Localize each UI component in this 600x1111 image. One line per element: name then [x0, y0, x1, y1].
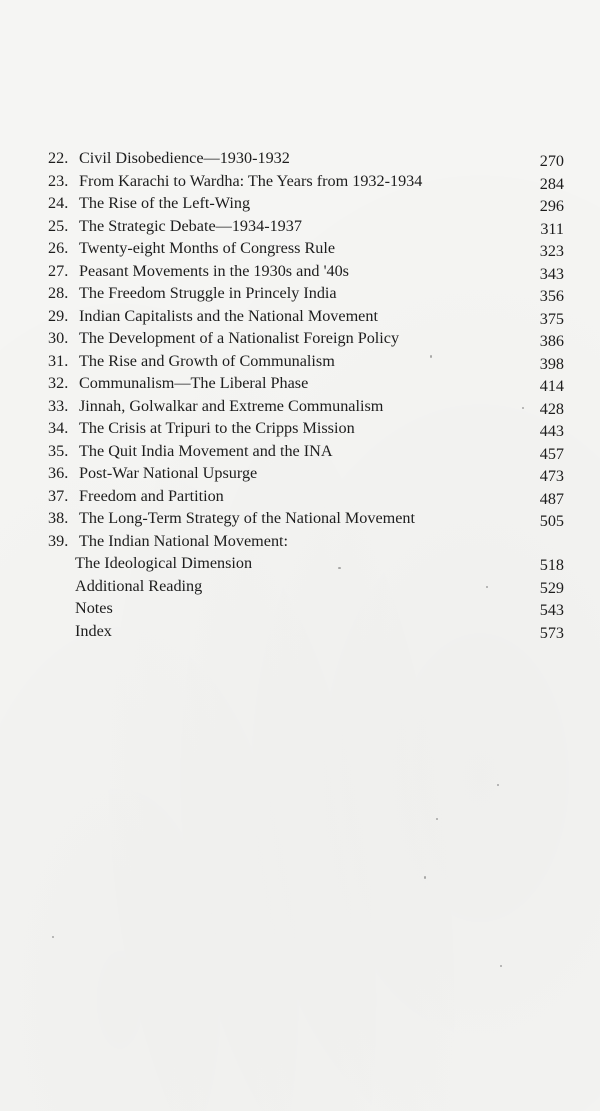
toc-entry — [48, 170, 564, 193]
chapter-title: The Quit India Movement and the INA — [79, 441, 333, 460]
chapter-number: 35. — [48, 441, 69, 460]
toc-entry — [48, 372, 564, 395]
toc-sub-entry — [48, 597, 564, 620]
toc-entry — [48, 282, 564, 305]
chapter-title: From Karachi to Wardha: The Years from 1932-1934 — [79, 171, 423, 190]
toc-entry — [48, 260, 564, 283]
chapter-number: 29. — [48, 306, 69, 325]
chapter-title: Freedom and Partition — [79, 486, 224, 505]
chapter-title: The Rise and Growth of Communalism — [79, 351, 335, 370]
toc-entry — [48, 530, 564, 553]
chapter-number: 22. — [48, 149, 69, 167]
chapter-title: The Rise of the Left-Wing — [79, 194, 251, 212]
chapter-title: Communalism—The Liberal Phase — [79, 374, 309, 392]
paper-speck — [424, 876, 426, 879]
paper-speck — [486, 586, 488, 588]
chapter-number: 23. — [48, 171, 69, 190]
page-number: 270 — [539, 152, 564, 170]
chapter-title: The Indian National Movement: — [79, 531, 289, 550]
table-of-contents — [48, 147, 564, 642]
chapter-number: 27. — [48, 261, 69, 280]
chapter-number: 33. — [48, 396, 69, 415]
paper-speck — [522, 407, 524, 409]
chapter-title: The Strategic Debate—1934-1937 — [79, 216, 302, 235]
toc-entry — [48, 507, 564, 530]
page-number: 356 — [539, 287, 564, 305]
page-number: 311 — [540, 219, 564, 238]
chapter-number: 34. — [48, 419, 69, 437]
page-number: 487 — [539, 489, 564, 508]
page-number: 398 — [539, 354, 564, 373]
paper-speck — [497, 784, 499, 786]
toc-entry — [48, 462, 564, 485]
page-number: 573 — [539, 623, 564, 642]
chapter-title: The Long-Term Strategy of the National Movement — [79, 509, 416, 527]
toc-entry — [48, 395, 564, 418]
toc-entry — [48, 485, 564, 508]
chapter-title: Indian Capitalists and the National Movement — [79, 306, 378, 325]
chapter-title: The Freedom Struggle in Princely India — [79, 284, 337, 302]
chapter-title: Jinnah, Golwalkar and Extreme Communalism — [79, 396, 384, 415]
chapter-number: 25. — [48, 216, 69, 235]
chapter-number: 31. — [48, 351, 69, 370]
chapter-title: Twenty-eight Months of Congress Rule — [79, 239, 336, 257]
toc-entry — [48, 327, 564, 350]
chapter-number: 36. — [48, 464, 69, 482]
toc-sub-entry — [48, 620, 564, 643]
page-number: 505 — [539, 512, 564, 530]
chapter-number: 24. — [48, 194, 69, 212]
page-number: 343 — [539, 264, 564, 283]
paper-speck — [436, 818, 438, 820]
chapter-number: 26. — [48, 239, 69, 257]
toc-entry — [48, 192, 564, 215]
section-title: Notes — [75, 599, 113, 617]
chapter-title: Peasant Movements in the 1930s and '40s — [79, 261, 349, 280]
page-number: 518 — [539, 556, 564, 574]
chapter-title: Post-War National Upsurge — [79, 464, 258, 482]
section-title: Index — [75, 621, 112, 640]
page-number: 386 — [539, 332, 564, 350]
chapter-number: 28. — [48, 284, 69, 302]
chapter-number: 38. — [48, 509, 69, 527]
page-number: 473 — [539, 467, 564, 485]
chapter-title: Civil Disobedience—1930-1932 — [79, 149, 290, 167]
toc-entry — [48, 417, 564, 440]
page-number: 457 — [539, 444, 564, 463]
page-number: 296 — [539, 197, 564, 215]
chapter-number: 30. — [48, 329, 69, 347]
section-title: The Ideological Dimension — [75, 554, 253, 572]
toc-entry — [48, 237, 564, 260]
toc-entry — [48, 147, 564, 170]
paper-speck — [52, 936, 54, 938]
toc-entry — [48, 350, 564, 373]
toc-entry — [48, 305, 564, 328]
page-number: 375 — [539, 309, 564, 328]
section-title: Additional Reading — [75, 576, 203, 595]
toc-entry — [48, 215, 564, 238]
chapter-number: 37. — [48, 486, 69, 505]
paper-speck — [338, 567, 341, 569]
page-number: 414 — [539, 377, 564, 395]
chapter-title: The Development of a Nationalist Foreign Policy — [79, 329, 400, 347]
page-number: 443 — [539, 422, 564, 440]
page-number: 428 — [539, 399, 564, 418]
paper-speck — [500, 965, 502, 967]
chapter-number: 32. — [48, 374, 69, 392]
chapter-number: 39. — [48, 531, 69, 550]
page-number: 284 — [539, 174, 564, 193]
page-number: 323 — [539, 242, 564, 260]
page-number: 529 — [539, 578, 564, 597]
paper-speck — [430, 355, 432, 358]
toc-entry — [48, 440, 564, 463]
page-number: 543 — [539, 601, 564, 619]
toc-sub-entry — [48, 552, 564, 575]
chapter-title: The Crisis at Tripuri to the Cripps Mission — [79, 419, 355, 437]
